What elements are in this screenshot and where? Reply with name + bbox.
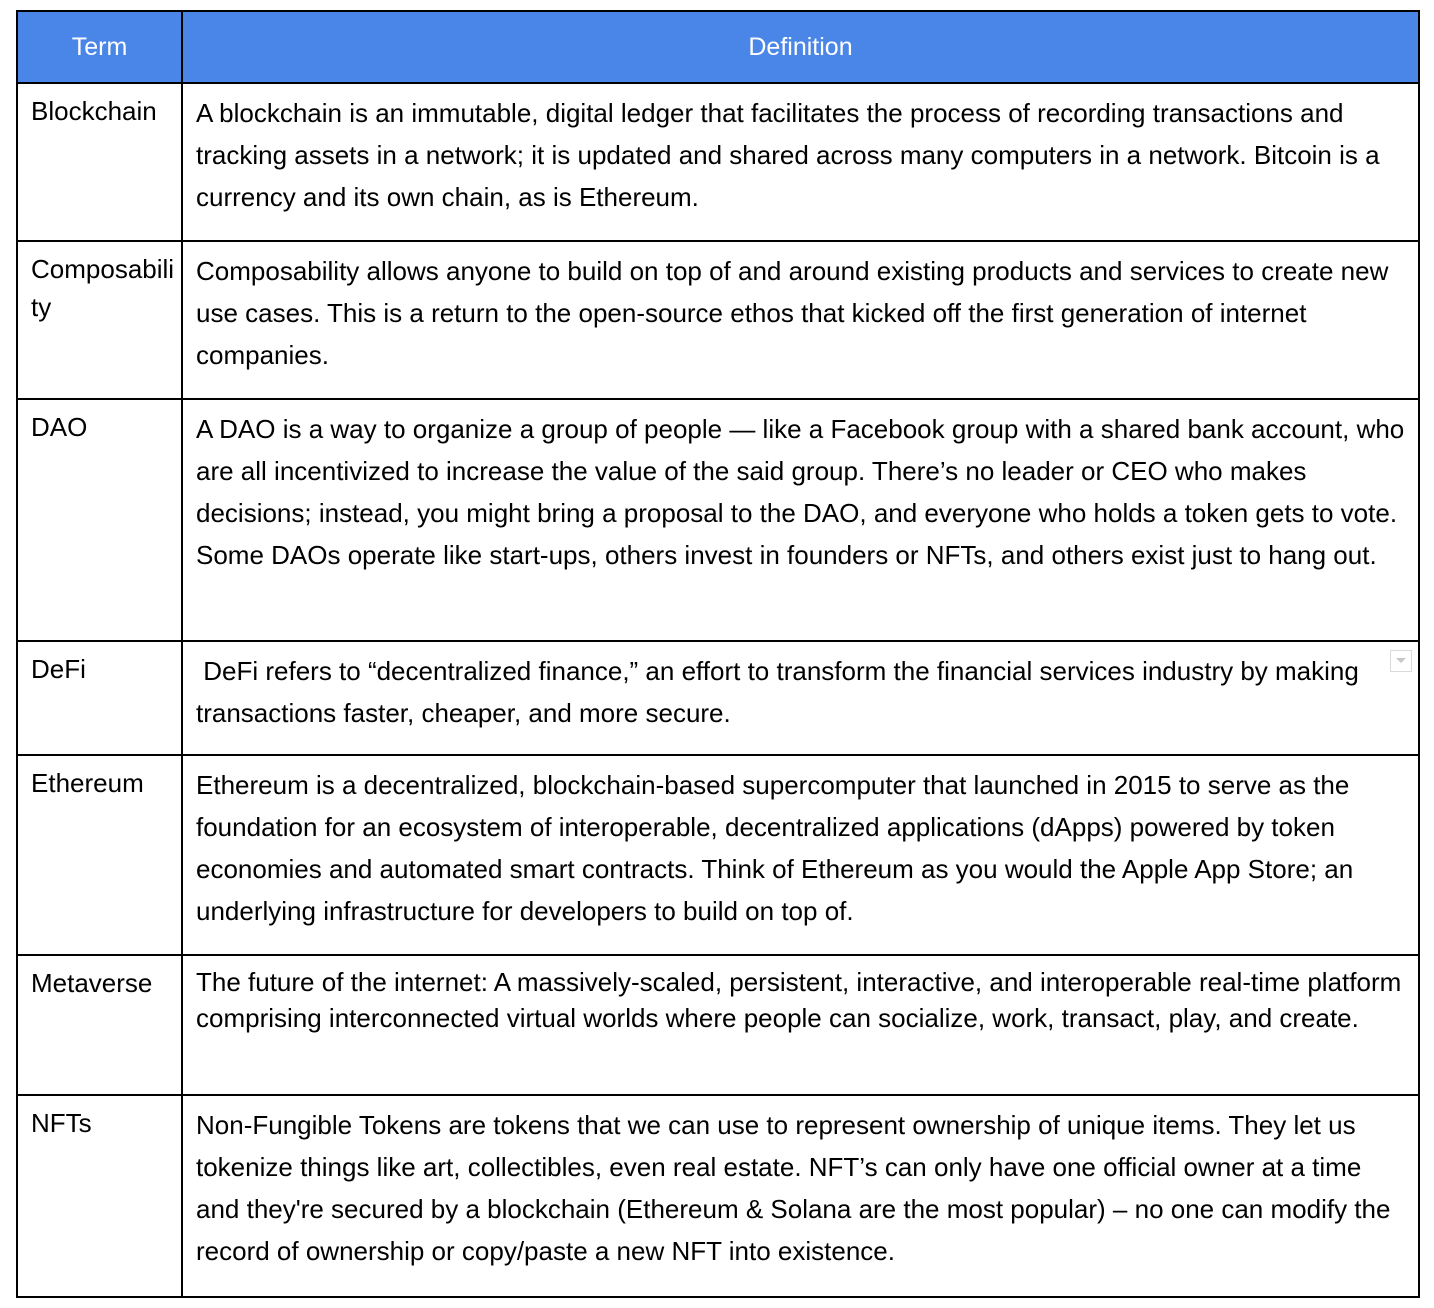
header-row [17, 11, 1419, 83]
definition-cell: Ethereum is a decentralized, blockchain-based supercomputer that launched in 2015 to serve as the foundation for an ecosystem of interoperable, decentralized applications (dApps) powered by token economies and automated smart contracts. Think of Ethereum as you would the Apple App Store; an underlying infrastructure for developers to build on top of. [182, 755, 1419, 955]
table-row [17, 241, 1419, 399]
term-cell: Composability [17, 241, 182, 399]
term-cell: Metaverse [17, 955, 182, 1095]
table-row [17, 1095, 1419, 1297]
term-cell: Blockchain [17, 83, 182, 241]
definition-cell: The future of the internet: A massively-scaled, persistent, interactive, and interoperable real-time platform comprising interconnected virtual worlds where people can socialize, work, transact, play, and create. [182, 955, 1419, 1095]
definition-column-header: Definition [182, 11, 1419, 83]
chevron-down-icon[interactable] [1390, 650, 1412, 672]
term-cell: DeFi [17, 641, 182, 755]
definition-text: DeFi refers to “decentralized finance,” an effort to transform the financial services industry by making transactions faster, cheaper, and more secure. [196, 656, 1367, 728]
table-body [17, 83, 1419, 1297]
term-cell: NFTs [17, 1095, 182, 1297]
definition-cell: A DAO is a way to organize a group of people — like a Facebook group with a shared bank account, who are all incentivized to increase the value of the said group. There’s no leader or CEO who makes decisions; instead, you might bring a proposal to the DAO, and everyone who holds a token gets to vote. Some DAOs operate like start-ups, others invest in founders or NFTs, and others exist just to hang out. [182, 399, 1419, 641]
glossary-table [16, 10, 1420, 1298]
term-cell: DAO [17, 399, 182, 641]
definition-cell [182, 641, 1419, 755]
table-row [17, 83, 1419, 241]
table-header [17, 11, 1419, 83]
definition-cell: Non-Fungible Tokens are tokens that we can use to represent ownership of unique items. They let us tokenize things like art, collectibles, even real estate. NFT’s can only have one official owner at a time and they're secured by a blockchain (Ethereum & Solana are the most popular) – no one can modify the record of ownership or copy/paste a new NFT into existence. [182, 1095, 1419, 1297]
definition-cell: A blockchain is an immutable, digital ledger that facilitates the process of recording transactions and tracking assets in a network; it is updated and shared across many computers in a network. Bitcoin is a currency and its own chain, as is Ethereum. [182, 83, 1419, 241]
table-row [17, 955, 1419, 1095]
table-row [17, 755, 1419, 955]
table-row [17, 641, 1419, 755]
term-column-header: Term [17, 11, 182, 83]
table-row [17, 399, 1419, 641]
term-cell: Ethereum [17, 755, 182, 955]
definition-cell: Composability allows anyone to build on top of and around existing products and services to create new use cases. This is a return to the open-source ethos that kicked off the first generation of internet companies. [182, 241, 1419, 399]
